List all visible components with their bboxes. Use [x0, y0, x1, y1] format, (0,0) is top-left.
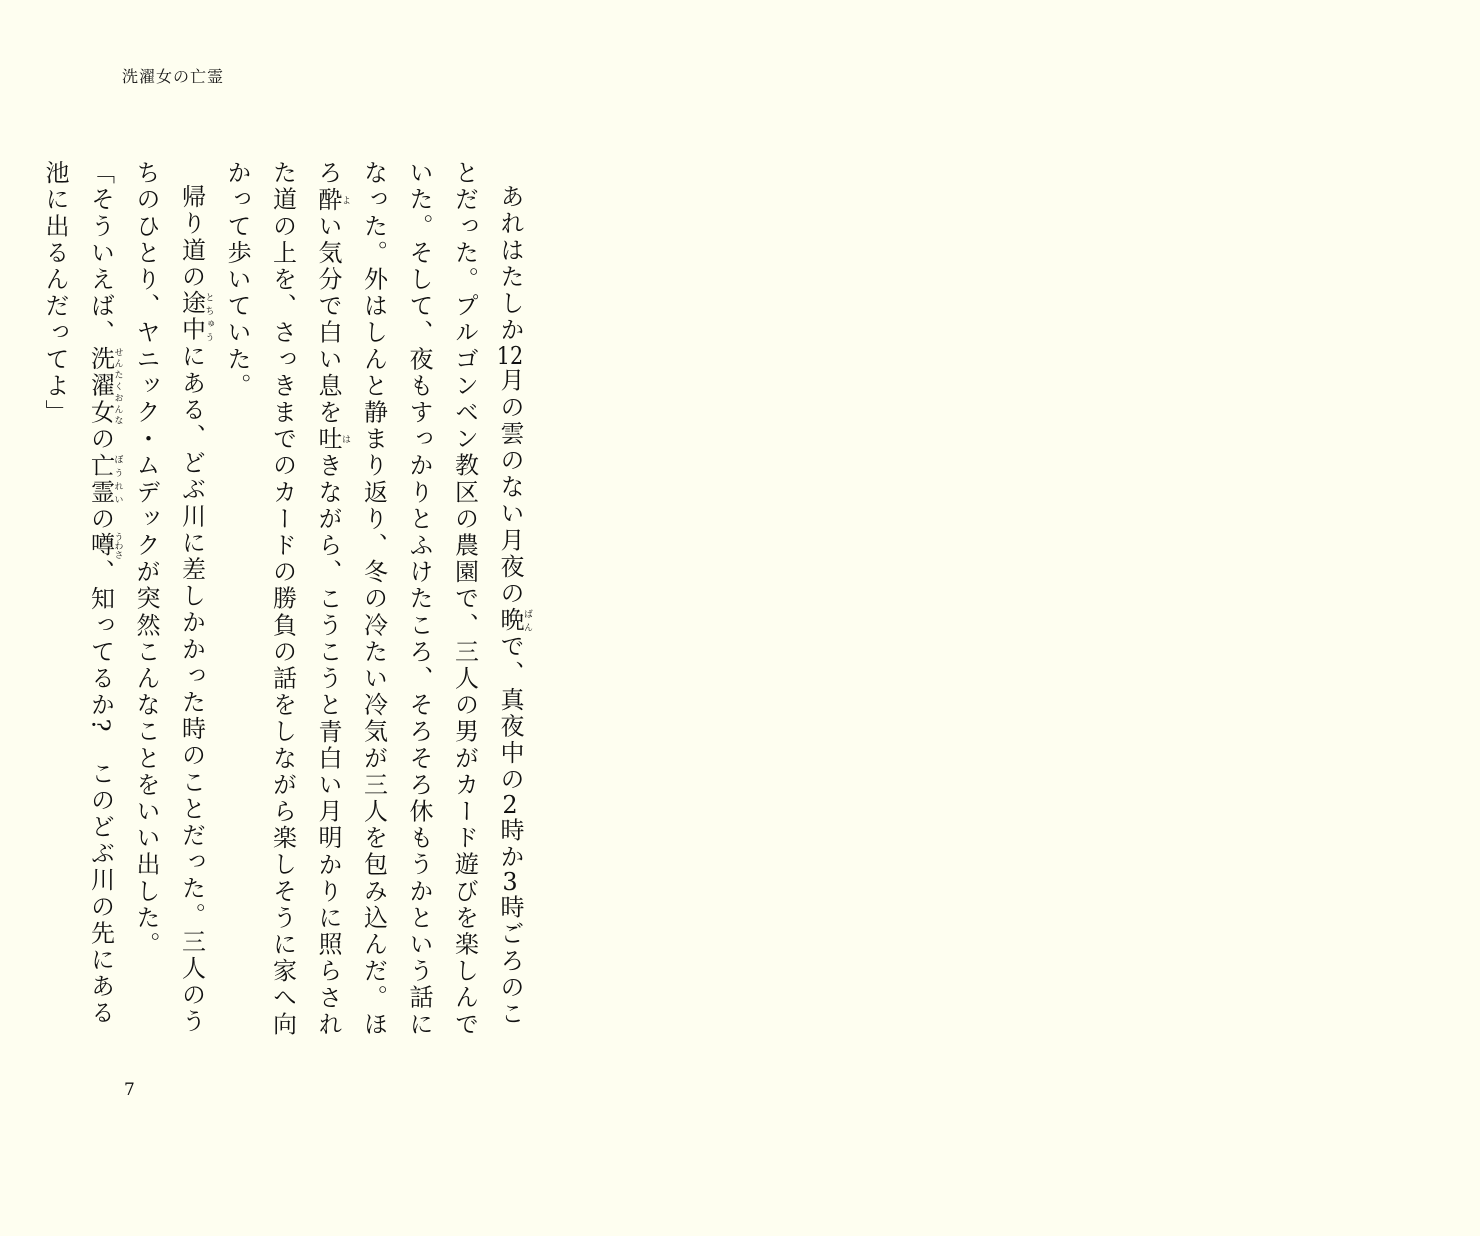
ruby-tochu: 途中とちゅう — [177, 290, 214, 344]
running-head: 洗濯女の亡霊 — [122, 67, 225, 86]
text-run: の — [86, 505, 115, 533]
ruby-ha: 吐は — [314, 426, 350, 453]
paragraph-2 — [123, 160, 214, 1040]
text-run: の — [86, 426, 115, 453]
ruby-sentaku: 洗濯女せんたくおんな — [86, 346, 123, 427]
text-run: きながら、こうこうと青白い月明かりに照らされた道の上を、さっきまでのカードの勝負の話をしながら楽しそうに家へ向かって歩いていた。 — [223, 160, 342, 1038]
text-run: 月の雲のない月夜の — [496, 367, 524, 608]
page-number: 7 — [124, 1080, 135, 1100]
ruby-borei: 亡霊ぼうれい — [86, 452, 123, 506]
paragraph-1 — [214, 160, 533, 1040]
text-run: 「そういえば、 — [86, 160, 115, 347]
text-run: 、知ってるか? このどぶ川の先にある池に出るんだってよ」 — [41, 160, 115, 1027]
number-2: 2 — [502, 793, 518, 818]
text-run: にある、どぶ川に差しかかった時のことだった。三人のうちのひとり、ヤニック・ムデックが突然こんなことをいい出した。 — [132, 160, 206, 1036]
number-12: 12 — [496, 343, 524, 368]
text-run: 帰り道の — [177, 184, 206, 291]
text-run: 時ごろのことだった。 — [450, 160, 524, 1028]
text-run: で、真夜中の — [496, 633, 524, 794]
text-run: い気分で白い息を — [314, 213, 342, 427]
text-run: 時か — [496, 817, 524, 871]
ruby-uwasa: 噂うわさ — [86, 532, 123, 560]
text-run: プルゴンベン教区の農園で、三人の男がカード遊びを楽しんでいた。そして、夜もすっかりとふけたころ、そろそろ休もうかという話になった。外はしんと静まり返り、冬の冷たい冷気が三人を包み込んだ。ほろ — [314, 160, 479, 1038]
paragraph-3-dialogue — [32, 160, 123, 1040]
ruby-yo: 酔よ — [314, 186, 350, 214]
number-3: 3 — [502, 870, 518, 895]
ruby-ban: 晩ばん — [496, 607, 532, 634]
body-text — [41, 160, 532, 1040]
text-run: あれはたしか — [496, 184, 524, 344]
